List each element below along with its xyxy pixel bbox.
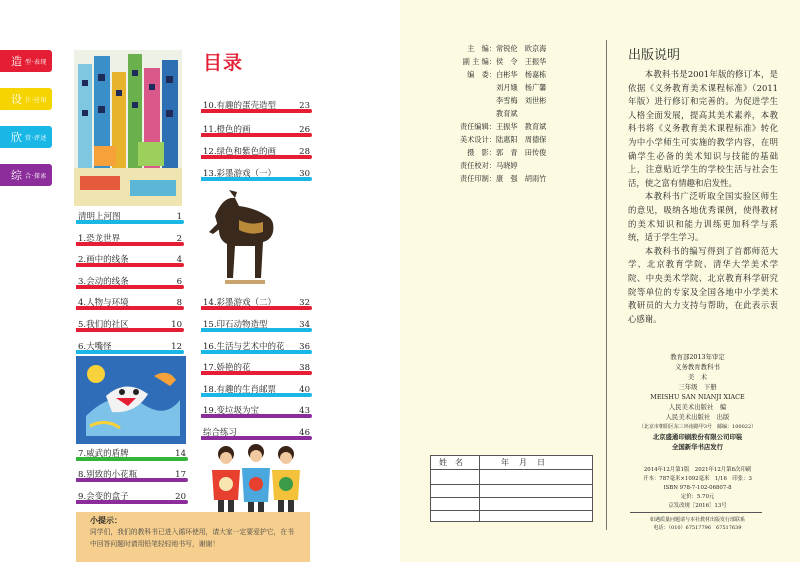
toc-entry[interactable]: 4.人物与环境 8	[78, 298, 182, 308]
credit-row: 责任编辑：王振华 教育斌	[460, 122, 547, 131]
toc-entry[interactable]: 12.绿色和紫色的画 28	[203, 147, 310, 157]
side-tab-appreciation[interactable]	[0, 126, 52, 148]
imprint-line: 全国新华书店发行	[671, 443, 724, 451]
children-masks-image	[210, 440, 302, 512]
imprint-rule	[630, 512, 762, 513]
imprint-details	[615, 466, 780, 511]
imprint-line: 开本：787毫米×1092毫米 1/16 印张：3	[643, 476, 752, 482]
imprint-line: 人民美术出版社 出版	[665, 413, 730, 421]
imprint-line: 义务教育教科书	[675, 363, 720, 371]
side-tab-shaping[interactable]	[0, 50, 52, 72]
owner-form	[430, 455, 593, 522]
imprint-block	[615, 352, 780, 452]
side-tab-char: 综	[11, 169, 22, 182]
big-mouth-monster-image	[76, 356, 186, 444]
credits-list	[450, 44, 546, 187]
imprint-line: （北京市朝阳区东三环南路甲3号 邮编：100022）	[638, 424, 757, 430]
side-tab-char: 造	[11, 55, 22, 68]
side-tab-exploration[interactable]	[0, 164, 52, 186]
imprint-line: MEISHU SAN NIANJI XIACE	[650, 393, 745, 401]
side-tab-label: 计·应用	[25, 96, 47, 104]
imprint-line: 京发改规［2016］13号	[668, 503, 727, 509]
toc-entry[interactable]: 1.恐龙世界 2	[78, 234, 182, 244]
toc-entry[interactable]: 19.变垃圾为宝 43	[203, 406, 310, 416]
publication-paragraph: 本教科书广泛听取全国实验区师生的意见，吸纳各地优秀课例，使得教材的美术知识和能力训练更加科学与系统，适于学生学习。	[628, 191, 778, 243]
side-tab-char: 设	[11, 93, 22, 106]
imprint-line: 电话：（010）67517796 67517639	[653, 525, 742, 531]
tip-heading: 小提示：	[90, 516, 122, 525]
toc-entry[interactable]: 3.会动的线条 6	[78, 277, 182, 287]
toc-entry[interactable]: 综合练习 46	[203, 428, 310, 438]
toc-entry[interactable]: 9.会变的盒子 20	[78, 492, 186, 502]
name-label: 姓 名	[439, 458, 463, 467]
toc-entry[interactable]: 18.有趣的生肖邮票 40	[203, 385, 310, 395]
tip-box	[76, 512, 310, 562]
toc-entry[interactable]: 16.生活与艺术中的花 36	[203, 342, 310, 352]
city-painting-image	[74, 50, 182, 206]
toc-entry[interactable]: 13.彩墨游戏（一） 30	[203, 169, 310, 179]
toc-title: 目录	[203, 52, 244, 74]
toc-entry[interactable]: 14.彩墨游戏（二） 32	[203, 298, 310, 308]
credit-row: 责任印制：康 强 胡雨竹	[460, 174, 547, 183]
toc-entry[interactable]: 11.橙色的画 26	[203, 125, 310, 135]
side-tab-label: 赏·评述	[25, 134, 47, 142]
publication-note-body	[628, 68, 778, 326]
column-divider	[606, 40, 607, 530]
form-row[interactable]	[431, 484, 592, 485]
tang-horse-image	[205, 186, 285, 286]
imprint-line: 教育部2013年审定	[670, 353, 725, 361]
imprint-line: ISBN 978-7-102-06807-8	[663, 485, 732, 491]
toc-entry[interactable]: 17.娇艳的花 38	[203, 363, 310, 373]
credit-row: 副 主 编：侯 令 王振华	[462, 57, 547, 66]
form-row[interactable]	[431, 510, 592, 511]
side-tab-design[interactable]	[0, 88, 52, 110]
imprint-line: 2014年12月第1版 2021年12月第8次印刷	[643, 467, 752, 473]
credit-row: 刘月娥 杨广馨	[496, 83, 547, 92]
toc-entry[interactable]: 6.大嘴怪 12	[78, 342, 182, 352]
toc-entry[interactable]: 8.别致的小花瓶 17	[78, 470, 186, 480]
credit-row: 李雪梅 刘世彬	[496, 96, 547, 105]
imprint-line: 北京盛通印刷股份有限公司印装	[652, 433, 743, 441]
side-tab-char: 欣	[11, 131, 22, 144]
credit-row: 编 委：白彬华 杨嘉栋	[467, 70, 547, 79]
toc-entry[interactable]: 10.有趣的蛋壳造型 23	[203, 101, 310, 111]
toc-entry[interactable]: 15.印石动物造型 34	[203, 320, 310, 330]
toc-entry[interactable]: 7.威武的盾牌 14	[78, 449, 186, 459]
imprint-line: 如遇质量问题请与本社教材出版发行部联系	[649, 517, 745, 523]
toc-entry[interactable]: 清明上河图 1	[78, 212, 182, 222]
side-tab-label: 型·表现	[25, 58, 47, 66]
credit-row: 教育斌	[496, 109, 518, 118]
date-label: 年 月 日	[501, 458, 546, 467]
imprint-line: 人民美术出版社 编	[668, 403, 727, 411]
toc-entry[interactable]: 5.我们的社区 10	[78, 320, 182, 330]
toc-entry[interactable]: 2.画中的线条 4	[78, 255, 182, 265]
form-row[interactable]	[431, 497, 592, 498]
credit-row: 美术设计：陆惠阳 周德保	[460, 135, 547, 144]
credit-row: 摄 影：郭 青 田传俊	[467, 148, 547, 157]
publication-note-title: 出版说明	[628, 48, 681, 63]
tip-body: 同学们，我们的教科书已进入循环使用，请大家一定要爱护它，在书中回答问题时请用铅笔轻轻地书写，谢谢！	[90, 528, 294, 548]
imprint-contact	[615, 516, 780, 532]
publication-paragraph: 本教科书的编写得到了首都师范大学、北京教育学院、清华大学美术学院、中央美术学院、北京教育科学研究院等单位的专家及全国各地中小学美术教研员的大力支持与帮助，在此表示衷心感谢。	[628, 245, 778, 324]
imprint-line: 三年级 下册	[678, 383, 717, 391]
imprint-line: 定价：5.70元	[680, 494, 715, 500]
credit-row: 主 编：常锐伦 欧京海	[467, 44, 547, 53]
imprint-line: 美 术	[687, 373, 708, 381]
credit-row: 责任校对：马晓婷	[460, 161, 518, 170]
form-header-row	[431, 456, 592, 470]
publication-paragraph: 本教科书是2001年版的修订本，是依据《义务教育美术课程标准》（2011年版）进行修订和完善的。为促进学生人格全面发展，提高其美术素养，本教科书将《义务教育美术课程标准》转化为中小学师生可实施的教学内容，在明确学生必备的美术知识与技能的基础上，注意贴近学生的学校生活与社会生活，使之富有情趣和启发性。	[628, 69, 778, 188]
side-tab-label: 合·探索	[25, 172, 47, 180]
